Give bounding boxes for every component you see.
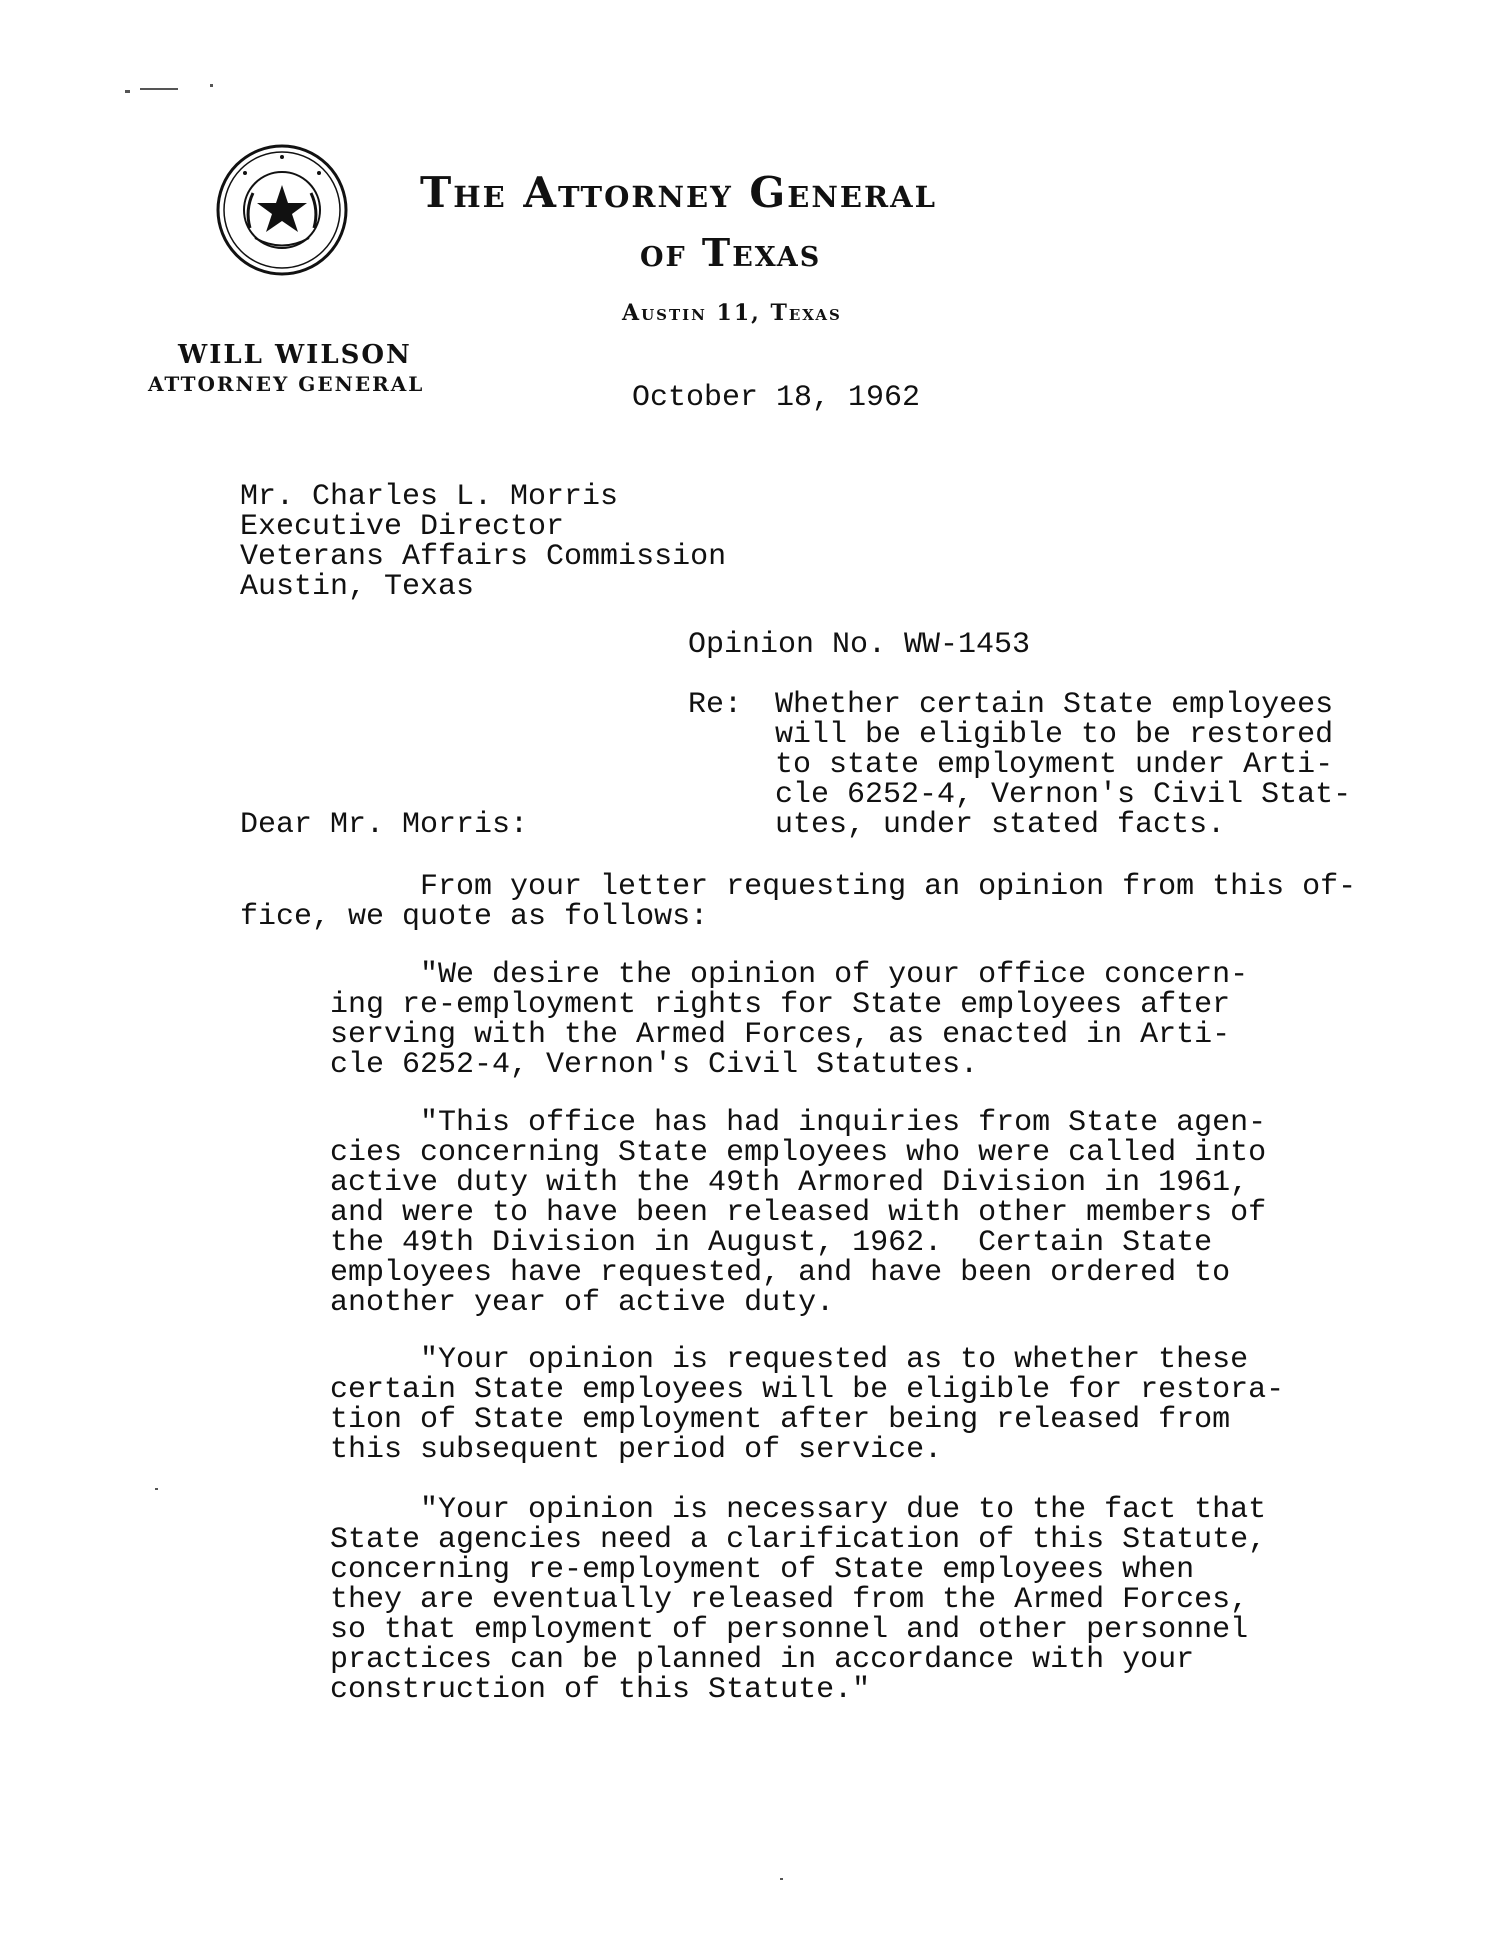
scan-mark bbox=[125, 90, 130, 93]
attorney-title: ATTORNEY GENERAL bbox=[148, 372, 425, 396]
letterhead-subtitle: of Texas bbox=[640, 230, 822, 275]
scan-mark bbox=[140, 88, 178, 90]
attorney-name: WILL WILSON bbox=[178, 340, 412, 370]
quoted-paragraph-2: "This office has had inquiries from State agen- cies concerning State employees who were called into active duty with the 49th Armored Division in 1961, and were to have been released with other members of the 49th Division in August, 1962. Certain State employees have requested, and have been ordered to another year of active duty. bbox=[330, 1106, 1267, 1320]
texas-seal-icon bbox=[215, 143, 349, 277]
salutation: Dear Mr. Morris: bbox=[240, 808, 529, 842]
body-intro-paragraph: From your letter requesting an opinion from this of- fice, we quote as follows: bbox=[240, 870, 1357, 934]
quoted-paragraph-3: "Your opinion is requested as to whether these certain State employees will be eligible for restora- tion of State employment after being released from this subsequent period of service. bbox=[330, 1343, 1285, 1467]
quoted-paragraph-1: "We desire the opinion of your office concern- ing re-employment rights for State employees after serving with the Armed Forces, as enacted in Arti- cle 6252-4, Vernon's Civil Statutes. bbox=[330, 958, 1249, 1082]
letter-date: October 18, 1962 bbox=[632, 381, 921, 415]
quoted-paragraph-4: "Your opinion is necessary due to the fact that State agencies need a clarification of this Statute, concerning re-employment of State employees when they are eventually released from the Armed Forces, so that employment of personnel and other personnel practices can be planned in accordance with your construction of this Statute." bbox=[330, 1493, 1267, 1707]
opinion-number: Opinion No. WW-1453 bbox=[688, 628, 1031, 662]
letterhead-city: Austin 11, Texas bbox=[622, 300, 842, 326]
scan-mark bbox=[155, 1488, 158, 1490]
re-subject: Whether certain State employees will be eligible to be restored to state employment under Arti- cle 6252-4, Vernon's Civil Stat- utes, under stated facts. bbox=[775, 688, 1352, 842]
letterhead-title: The Attorney General bbox=[420, 168, 937, 217]
scan-mark bbox=[780, 1878, 783, 1880]
recipient-address: Mr. Charles L. Morris Executive Director Veterans Affairs Commission Austin, Texas bbox=[240, 480, 727, 604]
scan-mark bbox=[210, 84, 213, 87]
re-label: Re: bbox=[688, 688, 743, 722]
